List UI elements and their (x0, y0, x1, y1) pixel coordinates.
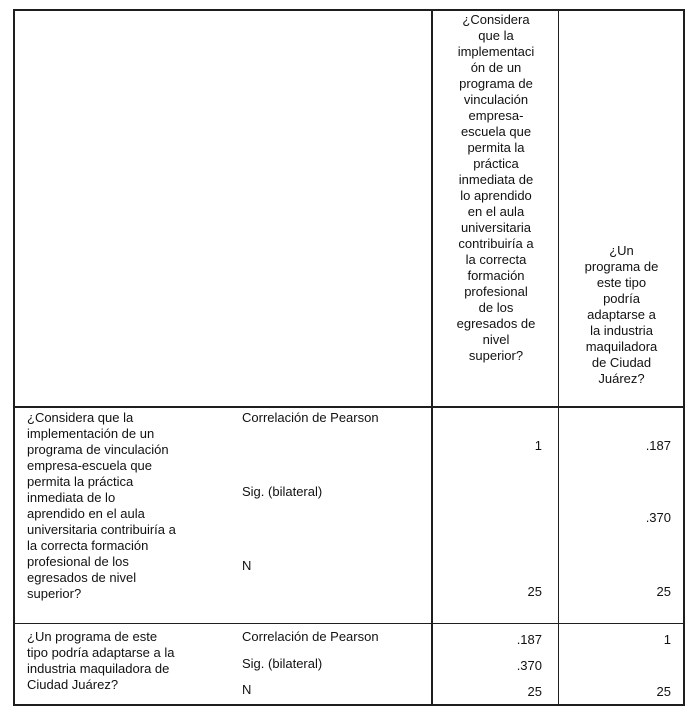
table-right-border (683, 9, 685, 706)
row2-n-var1: 25 (527, 684, 542, 699)
row2-pearson-var2: 1 (663, 632, 671, 647)
row1-stat-sig: Sig. (bilateral) (242, 484, 323, 499)
column-divider (558, 9, 559, 706)
row1-pearson-var2: .187 (645, 438, 671, 453)
row1-stat-n: N (242, 558, 252, 573)
row2-pearson-var1: .187 (516, 632, 542, 647)
row2-stat-pearson: Correlación de Pearson (242, 629, 379, 644)
row-label-var2: ¿Un programa de este tipo podría adaptarse a la industria maquiladora de Ciudad Juárez? (27, 629, 175, 692)
row1-pearson-var1: 1 (534, 438, 542, 453)
row2-n-var2: 25 (656, 684, 671, 699)
column-header-var2: ¿Un programa de este tipo podría adaptarse a la industria maquiladora de Ciudad Juárez? (584, 243, 659, 386)
row1-sig-var2: .370 (645, 510, 671, 525)
header-divider (431, 9, 433, 706)
row1-n-var2: 25 (656, 584, 671, 599)
row-divider (13, 623, 685, 624)
table-top-border (13, 9, 685, 11)
header-bottom-border (13, 406, 685, 408)
table-bottom-border (13, 704, 685, 706)
row-label-var1: ¿Considera que la implementación de un programa de vinculación empresa-escuela que permita la práctica inmediata de lo aprendido en el aula universitaria contribuiría a la correcta formación profesional de los egresados de nivel superior? (27, 410, 176, 601)
table-left-border (13, 9, 15, 706)
column-header-var1: ¿Considera que la implementaci ón de un programa de vinculación empresa- escuela que permita la práctica inmediata de lo aprendido en el aula universitaria contribuiría a la correcta formación profesional de los egresados de nivel superior? (456, 12, 536, 363)
row2-stat-n: N (242, 682, 252, 697)
row1-n-var1: 25 (527, 584, 542, 599)
correlation-table (13, 9, 685, 706)
row2-stat-sig: Sig. (bilateral) (242, 656, 323, 671)
row2-sig-var1: .370 (516, 658, 542, 673)
row1-stat-pearson: Correlación de Pearson (242, 410, 379, 425)
